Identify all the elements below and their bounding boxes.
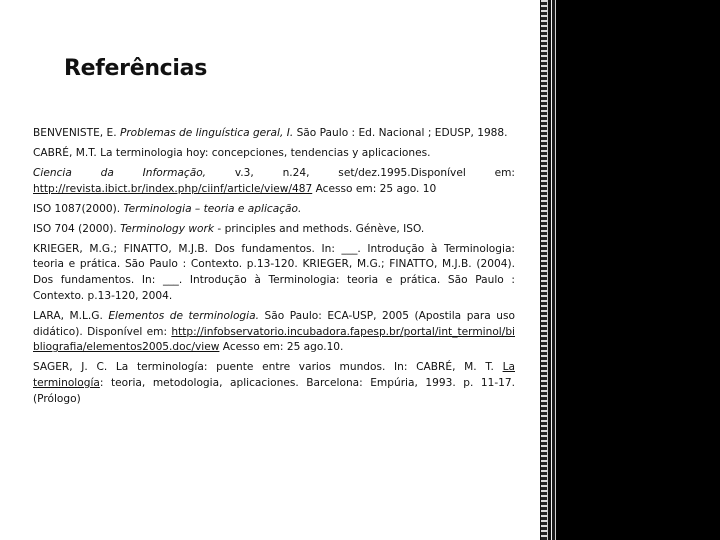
reference-entry bbox=[33, 166, 515, 197]
reference-link[interactable]: http://infobservatorio.incubadora.fapesp.br/portal/int_terminol/bibliografia/elementos2005.doc/view bbox=[33, 325, 515, 354]
reference-text: - principles and methods. Génève, ISO. bbox=[214, 222, 425, 235]
reference-text: KRIEGER, M.G.; FINATTO, M.J.B. Dos fundamentos. In: ___. Introdução à Terminologia: teoria e prática. São Paulo : Contexto. p.13-120. KRIEGER, M.G.; FINATTO, M.J.B. (2004). Dos fundamentos. In: ___. Introdução à Terminologia: teoria e prática. São Paulo : Contexto. p.13-120, 2004. bbox=[33, 242, 515, 302]
reference-text: v.3, n.24, set/dez.1995.Disponível em: bbox=[206, 167, 515, 179]
reference-entry bbox=[33, 222, 515, 238]
reference-entry bbox=[33, 202, 515, 218]
reference-text: Elementos de terminologia. bbox=[108, 309, 259, 322]
reference-entry bbox=[33, 242, 515, 305]
reference-text: BENVENISTE, E. bbox=[33, 127, 120, 139]
reference-text: São Paulo: ECA-USP, 2005 (Apostila para uso didático). Disponível em: bbox=[33, 309, 516, 338]
reference-entry bbox=[33, 146, 515, 162]
decorative-film-border bbox=[541, 0, 547, 540]
reference-text: Ciencia da Informação, bbox=[33, 167, 207, 179]
reference-list bbox=[33, 126, 515, 412]
reference-text: São Paulo : Ed. Nacional ; EDUSP, 1988. bbox=[293, 127, 508, 139]
reference-entry bbox=[33, 309, 515, 356]
reference-text: ISO 1087(2000). bbox=[33, 202, 124, 215]
reference-link[interactable]: http://revista.ibict.br/index.php/ciinf/article/view/487 bbox=[33, 182, 313, 195]
reference-text: ISO 704 (2000). bbox=[33, 222, 121, 235]
reference-text: SAGER, J. C. La terminología: puente entre varios mundos. In: CABRÉ, M. T. bbox=[33, 361, 503, 374]
reference-entry bbox=[33, 126, 515, 142]
decorative-dark-panel bbox=[556, 0, 720, 540]
reference-link[interactable]: La terminología bbox=[33, 361, 515, 389]
reference-text: CABRÉ, M.T. La terminologia hoy: concepciones, tendencias y aplicaciones. bbox=[33, 147, 431, 159]
reference-text: LARA, M.L.G. bbox=[33, 309, 109, 322]
reference-text: Terminologia – teoria e aplicação. bbox=[123, 202, 302, 215]
reference-text: Problemas de linguística geral, I. bbox=[119, 127, 294, 139]
reference-text: Terminology work bbox=[120, 222, 215, 235]
page-title: Referências bbox=[64, 56, 208, 81]
reference-entry bbox=[33, 360, 515, 407]
reference-text: : teoria, metodologia, aplicaciones. Barcelona: Empúria, 1993. p. 11-17. (Prólogo) bbox=[33, 376, 515, 405]
reference-text: Acesso em: 25 ago.10. bbox=[219, 341, 344, 354]
reference-text: Acesso em: 25 ago. 10 bbox=[312, 182, 437, 195]
